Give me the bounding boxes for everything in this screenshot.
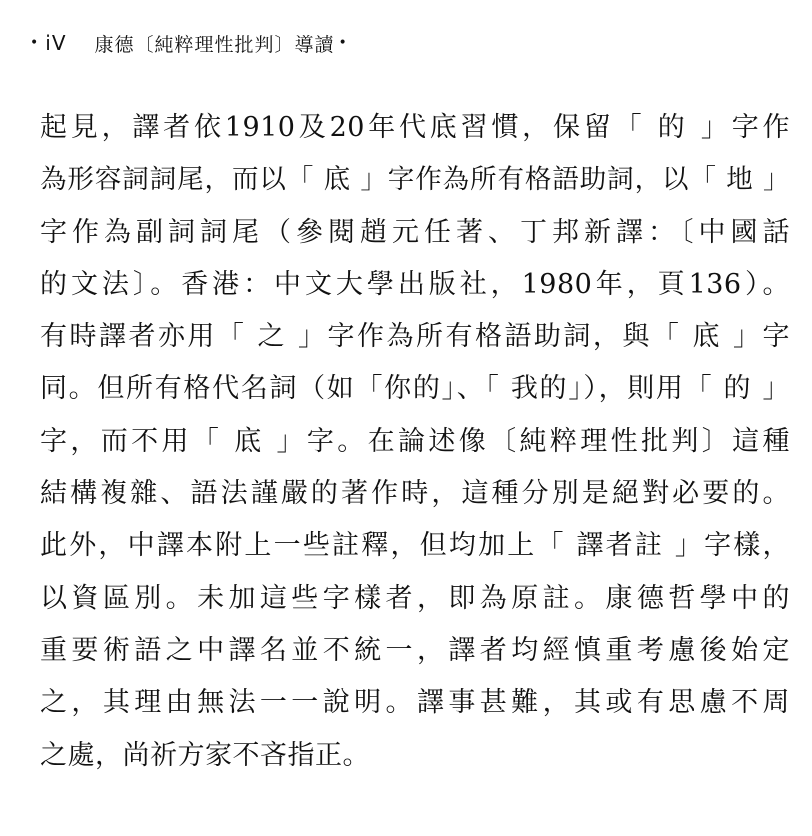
text-line: 之，其理由無法一一說明。譯事甚難，其或有思慮不周 <box>40 687 790 719</box>
text-line: 起見，譯者依1910及20年代底習慣，保留「 的 」字作 <box>40 112 790 143</box>
text-line: 同。但所有格代名詞（如「你的」、「 我的」），則用「 的 」 <box>40 373 790 405</box>
text-line: 有時譯者亦用「 之 」字作為所有格語助詞，與「 底 」字 <box>40 321 790 353</box>
text-line: 重要術語之中譯名並不統一，譯者均經慎重考慮後始定 <box>40 634 790 666</box>
text-line: 之處，尚祈方家不吝指正。 <box>40 739 370 771</box>
header-bullet-right: • <box>338 35 348 51</box>
text-line: 的文法〕。香港：中文大學出版社，1980年，頁136）。 <box>40 268 790 300</box>
text-line: 以資區別。未加這些字樣者，即為原註。康德哲學中的 <box>40 582 790 614</box>
text-line: 此外，中譯本附上一些註釋，但均加上「 譯者註 」字樣， <box>40 530 790 562</box>
text-line: 結構複雜、語法謹嚴的著作時，這種分別是絕對必要的。 <box>40 478 790 510</box>
running-header <box>30 28 348 58</box>
body-text <box>40 102 790 782</box>
page-number: iV <box>45 31 67 55</box>
header-bullet-left: • <box>30 35 40 51</box>
text-line: 為形容詞詞尾，而以「 底 」字作為所有格語助詞，以「 地 」 <box>40 164 790 196</box>
text-line: 字作為副詞詞尾（參閱趙元任著、丁邦新譯：〔中國話 <box>40 216 790 248</box>
book-title: 康德〔純粹理性批判〕導讀 <box>94 33 335 56</box>
text-line: 字，而不用「 底 」字。在論述像〔純粹理性批判〕這種 <box>40 425 790 457</box>
